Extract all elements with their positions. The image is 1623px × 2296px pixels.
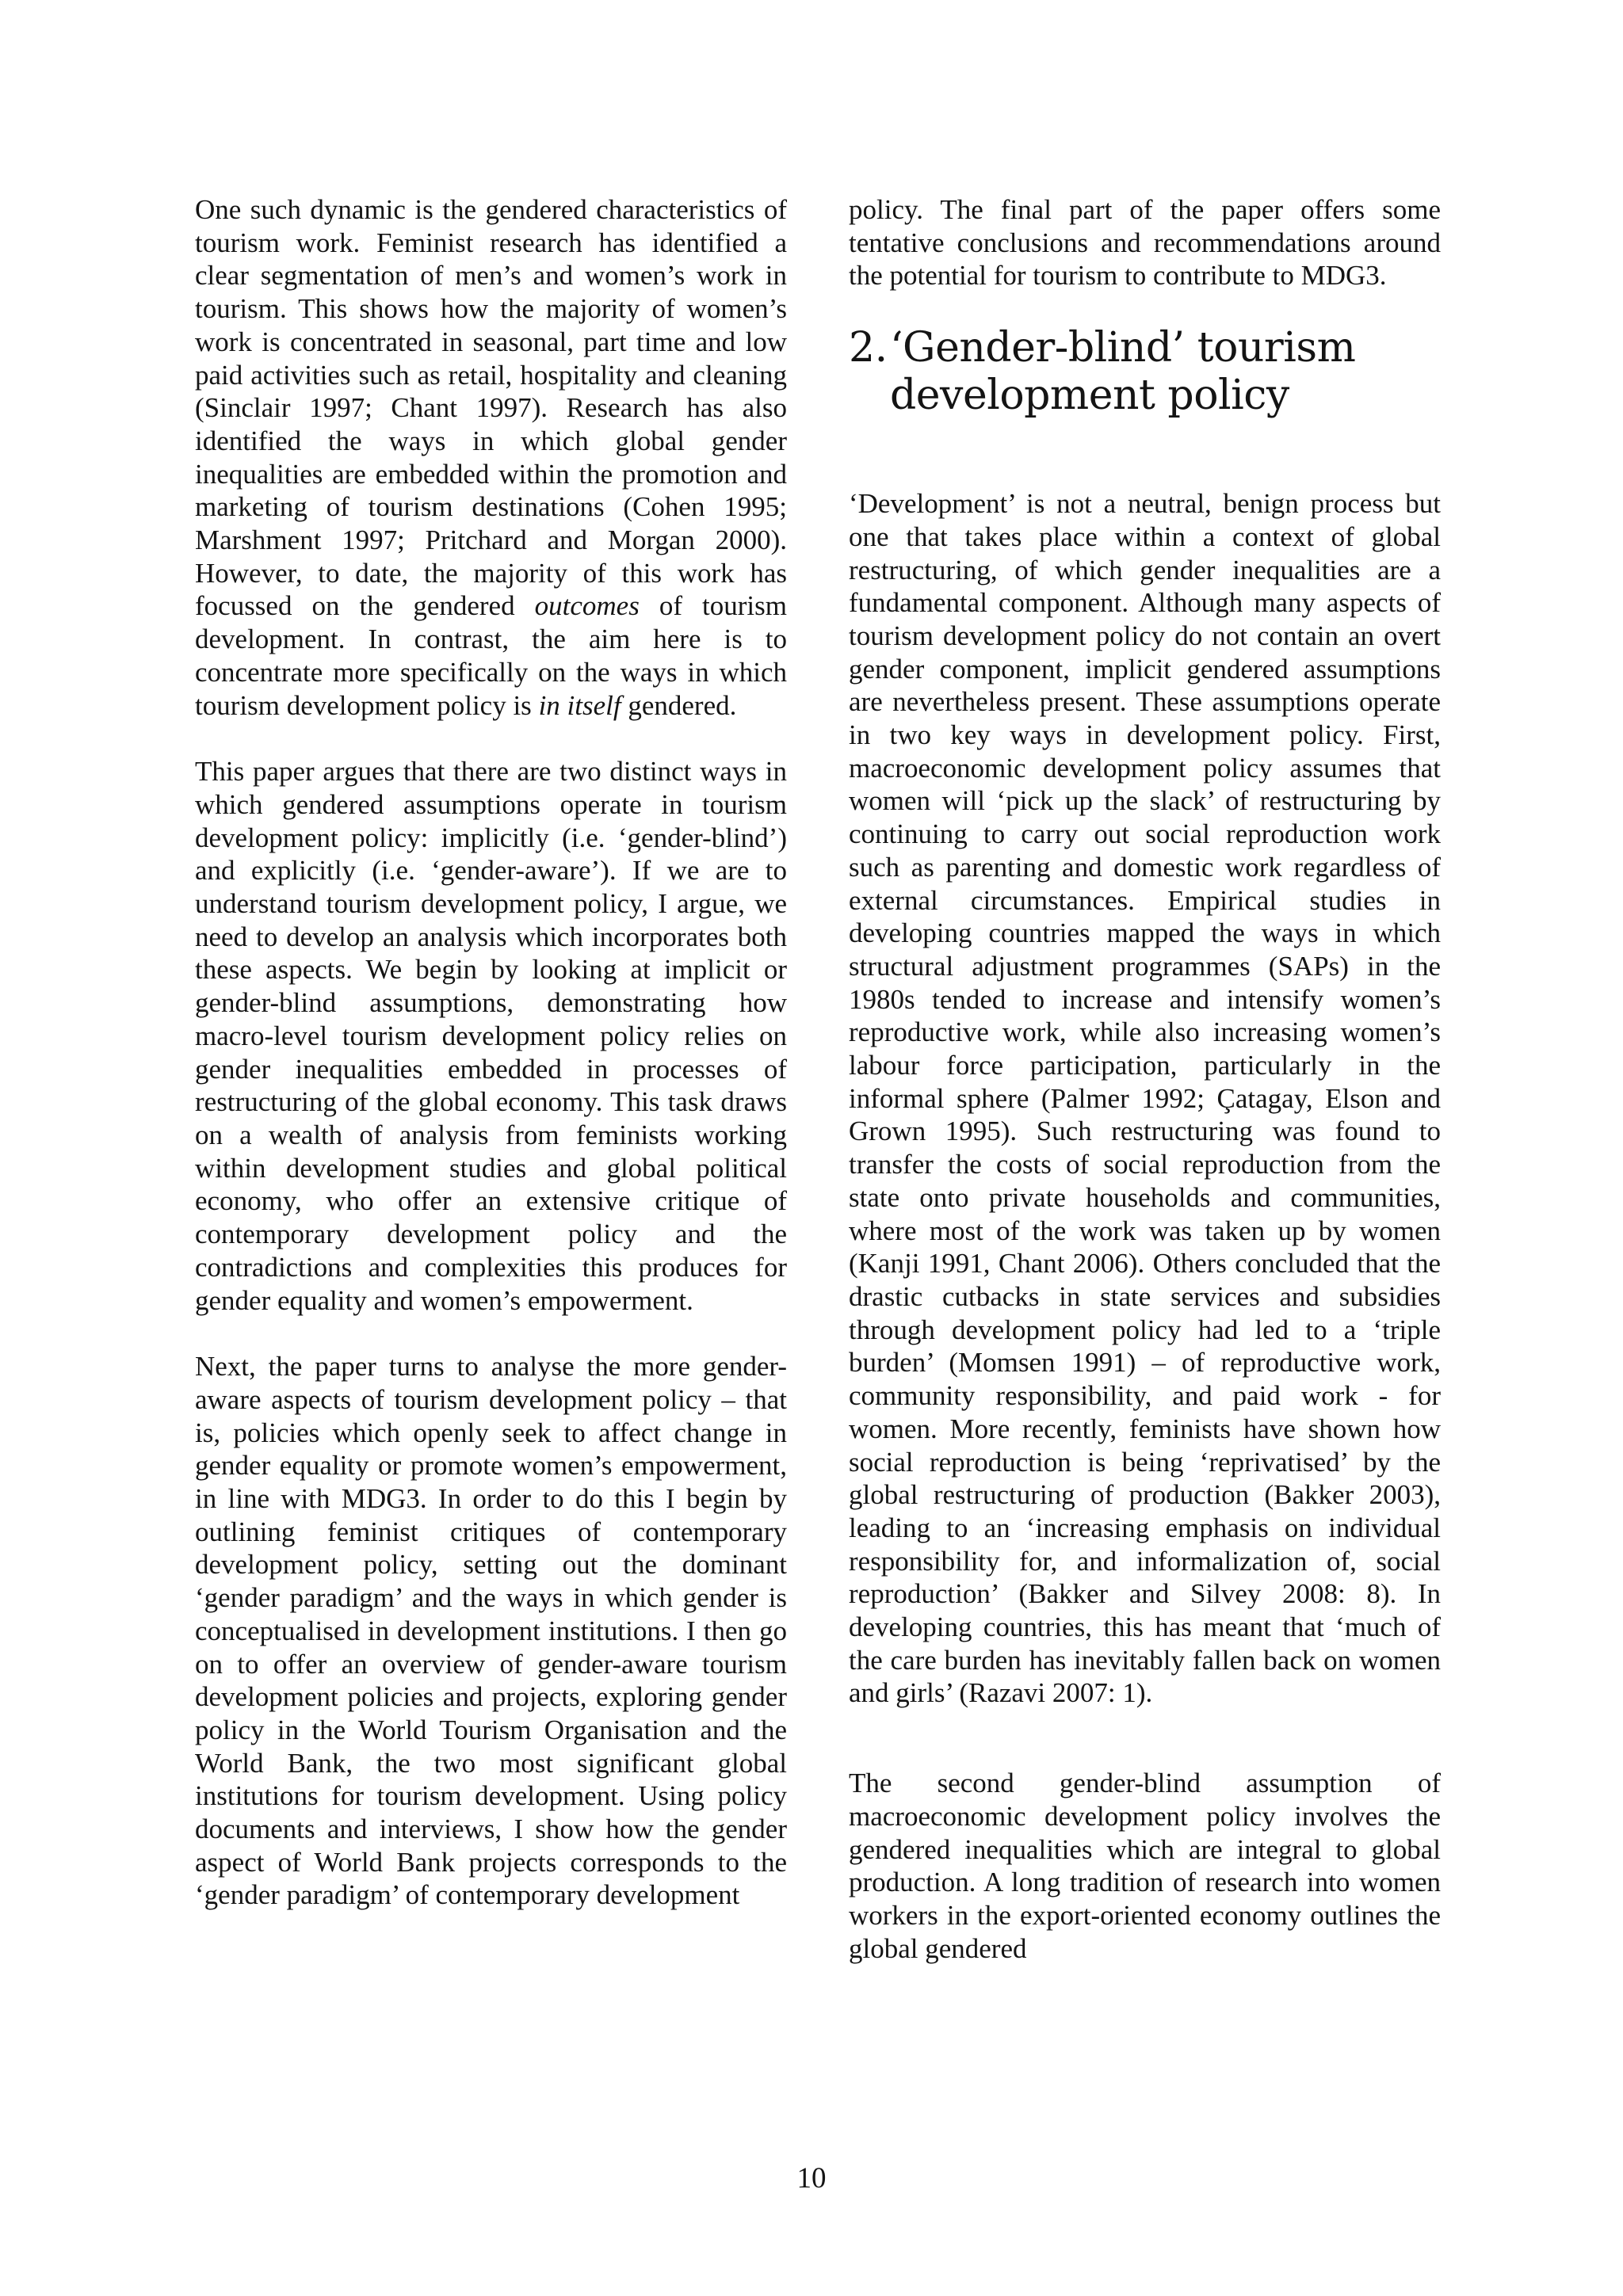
left-p1-text-c: gendered. [621,689,737,721]
right-paragraph-2: ‘Development’ is not a neutral, benign process but one that takes place within a context of global restructuring, of which gender inequalities are a fundamental component. Although many aspects of tourism development policy do not contain an overt gender component, implicit gendered assumptions are nevertheless present. These assumptions operate in two key ways in development policy. First, macroeconomic development policy assumes that women will ‘pick up the slack’ of restructuring by continuing to carry out social reproduction work such as parenting and domestic work regardless of external circumstances. Empirical studies in developing countries mapped the ways in which structural adjustment programmes (SAPs) in the 1980s tended to increase and intensify women’s reproductive work, while also increasing women’s labour force participation, particularly in the informal sphere (Palmer 1992; Çatagay, Elson and Grown 1995). Such restructuring was found to transfer the costs of social reproduction from the state onto private households and communities, where most of the work was taken up by women (Kanji 1991, Chant 2006). Others concluded that the drastic cutbacks in state services and subsidies through development policy had led to a ‘triple burden’ (Momsen 1991) – of reproductive work, community responsibility, and paid work - for women. More recently, feminists have shown how social reproduction is being ‘reprivatised’ by the global restructuring of production (Bakker 2003), leading to an ‘increasing emphasis on individual responsibility for, and informalization of, social reproduction’ (Bakker and Silvey 2008: 8). In developing countries, this has meant that ‘much of the care burden has inevitably fallen back on women and girls’ (Razavi 2007: 1). [849,488,1441,1709]
left-paragraph-1 [195,193,787,722]
right-paragraph-3: The second gender-blind assumption of macroeconomic development policy involves the gendered inequalities which are integral to global production. A long tradition of research into women workers in the export-oriented economy outlines the global gendered [849,1768,1441,1964]
left-paragraph-3: Next, the paper turns to analyse the more gender-aware aspects of tourism development policy – that is, policies which openly seek to affect change in gender equality or promote women’s empowerment, in line with MDG3. In order to do this I begin by outlining feminist critiques of contemporary development policy, setting out the dominant ‘gender paradigm’ and the ways in which gender is conceptualised in development institutions. I then go on to offer an overview of gender-aware tourism development policies and projects, exploring gender policy in the World Tourism Organisation and the World Bank, the two most significant global institutions for tourism development. Using policy documents and interviews, I show how the gender aspect of World Bank projects corresponds to the ‘gender paradigm’ of contemporary development [195,1351,787,1911]
right-paragraph-1: policy. The final part of the paper offers some tentative conclusions and recommendations around the potential for tourism to contribute to MDG3. [849,194,1441,292]
section-title: ‘Gender-blind’ tourism development policy [890,324,1356,420]
left-column [195,193,787,1912]
page-number: 10 [796,2162,827,2195]
left-p1-text-a: One such dynamic is the gendered characteristics of tourism work. Feminist research has identified a clear segmentation of men’s and women’s work in tourism. This shows how the majority of women’s work is concentrated in seasonal, part time and low paid activities such as retail, hospitality and cleaning (Sinclair 1997; Chant 1997). Research has also identified the ways in which global gender inequalities are embedded within the promotion and marketing of tourism destinations (Cohen 1995; Marshment 1997; Pritchard and Morgan 2000). However, to date, the majority of this work has focussed on the gendered [195,194,787,622]
left-p1-emphasis-outcomes: outcomes [534,590,640,622]
left-p1-emphasis-in-itself: in itself [538,689,621,721]
section-number: 2. [849,324,888,372]
left-paragraph-2: This paper argues that there are two distinct ways in which gendered assumptions operate in tourism development policy: implicitly (i.e. ‘gender-blind’) and explicitly (i.e. ‘gender-aware’). If we are to understand tourism development policy, I argue, we need to develop an analysis which incorporates both these aspects. We begin by looking at implicit or gender-blind assumptions, demonstrating how macro-level tourism development policy relies on gender inequalities embedded in processes of restructuring of the global economy. This task draws on a wealth of analysis from feminists working within development studies and global political economy, who offer an extensive critique of contemporary development policy and the contradictions and complexities this produces for gender equality and women’s empowerment. [195,756,787,1316]
left-p1-text-b: of tourism development. In contrast, the aim here is to concentrate more specifically on the ways in which tourism development policy is [195,590,787,721]
right-column [849,193,1441,1965]
section-heading [849,324,1441,419]
